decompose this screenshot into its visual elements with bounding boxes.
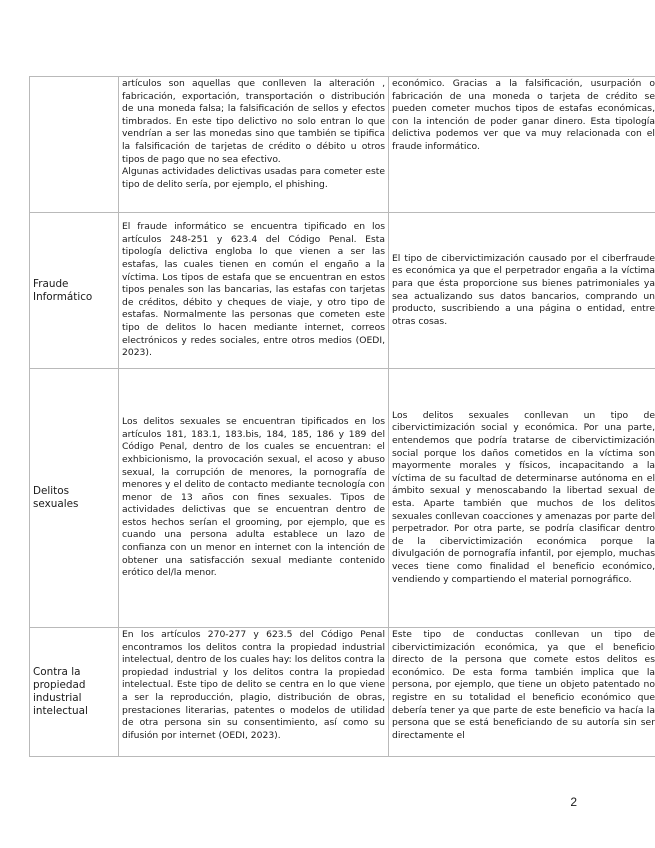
row-victimization: económico. Gracias a la falsificación, usurpación o fabricación de una moneda o tarjeta de crédito se pueden cometer muchos tipos de estafas económicas, con la intención de poder ganar dinero. Esta tipología delictiva podemos ver que va muy relacionada con el fraude informático. <box>389 77 655 213</box>
row-description: Los delitos sexuales se encuentran tipificados en los artículos 181, 183.1, 183.bis, 184, 185, 186 y 189 del Código Penal, dentro de los cuales se encuentran: el exhbicionismo, la provocación sexual, el acoso y abuso sexual, la corrupción de menores, la pornografía de menores y el delito de contacto mediante tecnología con menor de 13 años con fines sexuales. Tipos de actividades delictivas que se encuentran dentro de estos hechos serían el grooming, por ejemplo, que es cuando una persona adulta establece un lazo de confianza con un menor en internet con la intención de obtener una satisfacción sexual mediante contenido erótico del/la menor. <box>119 369 389 628</box>
row-description: En los artículos 270-277 y 623.5 del Código Penal encontramos los delitos contra la propiedad industrial intelectual, dentro de los cuales hay: los delitos contra la propiedad industrial y los delitos contra la propiedad intelectual. Este tipo de delito se centra en lo que viene a ser la reproducción, plagio, distribución de obras, prestaciones literarias, patentes o modelos de utilidad de otra persona sin su consentimiento, así como su difusión por internet (OEDI, 2023). <box>119 628 389 757</box>
row-category: Fraude Informático <box>30 213 119 369</box>
row-category <box>30 77 119 213</box>
table-row <box>30 628 655 757</box>
row-victimization: Este tipo de conductas conllevan un tipo de cibervictimización económica, ya que el beneficio directo de la persona que comete estos delitos es económico. De esta forma también implica que la persona, por ejemplo, que tiene un objeto patentado no registre en su totalidad el beneficio económico que debería tener ya que parte de este beneficio va hacía la persona que se está beneficiando de su autoría sin ser directamente el <box>389 628 655 757</box>
row-category: Delitos sexuales <box>30 369 119 628</box>
page-number: 2 <box>570 795 577 809</box>
description-paragraph: artículos son aquellas que conlleven la alteración , fabricación, exportación, transportación o distribución de una moneda falsa; la falsificación de sellos y efectos timbrados. En este tipo delictivo no solo entran lo que vendrían a ser las monedas sino que también se tipifica la falsificación de tarjetas de crédito o débito u otros tipos de pago que no sea efectivo. <box>122 78 385 165</box>
table-row <box>30 213 655 369</box>
crime-typology-table <box>29 76 655 757</box>
row-victimization: El tipo de cibervictimización causado por el ciberfraude es económica ya que el perpetrador engaña a la víctima para que ésta proporcione sus bienes patrimoniales ya sea actualizando sus datos bancarios, comprando un producto, suscribiendo a una página o entidad, entre otras cosas. <box>389 213 655 369</box>
table-row <box>30 77 655 213</box>
description-paragraph: Algunas actividades delictivas usadas para cometer este tipo de delito sería, por ejemplo, el phishing. <box>122 166 385 190</box>
row-category: Contra la propiedad industrial intelectual <box>30 628 119 757</box>
table-row <box>30 369 655 628</box>
row-victimization: Los delitos sexuales conllevan un tipo de cibervictimización social y económica. Por una parte, entendemos que podría tratarse de cibervictimización social porque los daños cometidos en la víctima son mayormente morales y físicos, incapacitando a la víctima de su facultad de determinarse autónoma en el ámbito sexual y menoscabando la libertad sexual de esta. Aparte también que muchos de los delitos sexuales conllevan coacciones y amenazas por parte del perpetrador. Por otra parte, se podría clasificar dentro de la cibervictimización económica porque la divulgación de pornografía infantil, por ejemplo, muchas veces tiene como finalidad el beneficio económico, vendiendo y compartiendo el material pornográfico. <box>389 369 655 628</box>
row-description: El fraude informático se encuentra tipificado en los artículos 248-251 y 623.4 del Código Penal. Esta tipología delictiva engloba lo que vienen a ser las estafas, las cuales tienen en común el engaño a la víctima. Los tipos de estafa que se encuentran en estos tipos penales son las bancarias, las estafas con tarjetas de créditos, débito y cheques de viaje, y otro tipo de estafas. Normalmente las personas que cometen este tipo de delitos lo hacen mediante internet, correos electrónicos y redes sociales, entre otros medios (OEDI, 2023). <box>119 213 389 369</box>
row-description <box>119 77 389 213</box>
